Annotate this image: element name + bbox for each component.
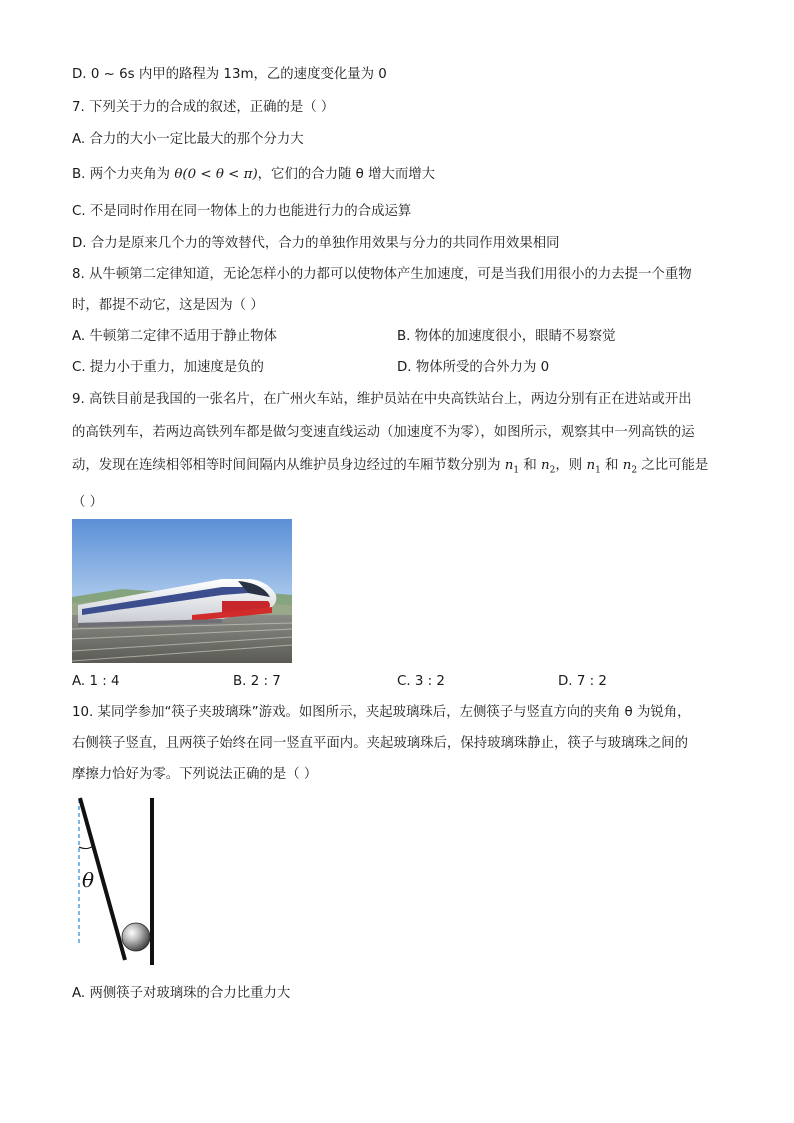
q7-option-d: D. 合力是原来几个力的等效替代，合力的单独作用效果与分力的共同作用效果相同 xyxy=(72,236,560,251)
train-illustration xyxy=(72,519,292,663)
q9-line3-prefix: 动，发现在连续相邻相等时间间隔内从维护员身边经过的车厢节数分别为 xyxy=(72,458,505,473)
chopsticks-diagram xyxy=(70,795,170,970)
q9-line3-and2: 和 xyxy=(600,458,623,473)
q10-option-a: A. 两侧筷子对玻璃珠的合力比重力大 xyxy=(72,986,291,1001)
theta-label: θ xyxy=(82,868,95,892)
q7b-prefix: B. 两个力夹角为 xyxy=(72,167,175,182)
q9-option-d: D. 7 : 2 xyxy=(558,674,607,689)
q9-option-c: C. 3 : 2 xyxy=(397,674,445,689)
q7-option-c: C. 不是同时作用在同一物体上的力也能进行力的合成运算 xyxy=(72,204,412,219)
n1-symbol: $n_1$ xyxy=(504,458,520,476)
glass-bead xyxy=(122,923,150,951)
q7-option-a: A. 合力的大小一定比最大的那个分力大 xyxy=(72,132,304,147)
q9-stem-line2: 的高铁列车，若两边高铁列车都是做匀变速直线运动（加速度不为零），如图所示，观察其中一列高铁的运 xyxy=(72,425,695,440)
q8-option-b: B. 物体的加速度很小，眼睛不易察觉 xyxy=(397,329,616,344)
n2-symbol-2: $n_2$ xyxy=(622,458,638,476)
q9-line3-suffix: 之比可能是 xyxy=(637,458,709,473)
q10-stem-line1: 10. 某同学参加“筷子夹玻璃珠”游戏。如图所示，夹起玻璃珠后，左侧筷子与竖直方向的夹角 θ 为锐角， xyxy=(72,705,691,720)
q9-option-b: B. 2 : 7 xyxy=(233,674,281,689)
q8-stem-line1: 8. 从牛顿第二定律知道，无论怎样小的力都可以使物体产生加速度，可是当我们用很小的力去提一个重物 xyxy=(72,267,692,282)
q8-stem-line2: 时，都提不动它，这是因为（ ） xyxy=(72,298,264,313)
q8-option-d: D. 物体所受的合外力为 0 xyxy=(397,360,550,375)
q7b-suffix: ，它们的合力随 θ 增大而增大 xyxy=(257,167,436,182)
q9-stem-line4: （ ） xyxy=(72,495,104,510)
q7-option-b xyxy=(72,166,435,184)
high-speed-train-image xyxy=(72,519,292,663)
q7-stem: 7. 下列关于力的合成的叙述，正确的是（ ） xyxy=(72,100,335,115)
q7b-math: θ(0 < θ < π) xyxy=(174,167,258,182)
n2-symbol: $n_2$ xyxy=(541,458,556,476)
q8-option-c: C. 提力小于重力，加速度是负的 xyxy=(72,360,264,375)
q9-stem-line1: 9. 高铁目前是我国的一张名片，在广州火车站，维护员站在中央高铁站台上，两边分别有正在进站或开出 xyxy=(72,392,692,407)
q9-line3-mid: ，则 xyxy=(555,458,587,473)
q9-stem-line3 xyxy=(72,457,708,480)
q6-option-d: D. 0 ~ 6s 内甲的路程为 13m，乙的速度变化量为 0 xyxy=(72,67,387,82)
q9-option-a: A. 1 : 4 xyxy=(72,674,120,689)
q10-stem-line3: 摩擦力恰好为零。下列说法正确的是（ ） xyxy=(72,767,318,782)
q9-line3-and: 和 xyxy=(519,458,542,473)
n1-symbol-2: $n_1$ xyxy=(586,458,601,476)
q10-stem-line2: 右侧筷子竖直，且两筷子始终在同一竖直平面内。夹起玻璃珠后，保持玻璃珠静止，筷子与玻璃珠之间的 xyxy=(72,736,688,751)
q8-option-a: A. 牛顿第二定律不适用于静止物体 xyxy=(72,329,277,344)
